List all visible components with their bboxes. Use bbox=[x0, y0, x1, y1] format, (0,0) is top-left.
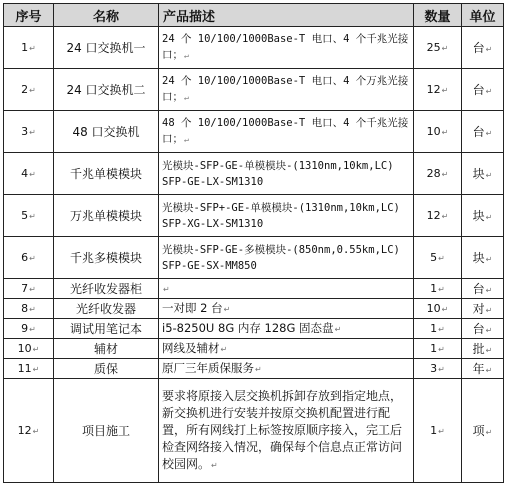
cell-no: 6↵ bbox=[4, 237, 54, 279]
cell-no: 7↵ bbox=[4, 279, 54, 299]
cell-no: 12↵ bbox=[4, 379, 54, 483]
cell-desc: i5-8250U 8G 内存 128G 固态盘↵ bbox=[159, 319, 414, 339]
cell-no: 9↵ bbox=[4, 319, 54, 339]
paragraph-mark-icon: ↵ bbox=[485, 129, 493, 138]
cell-name: 光纤收发器柜 bbox=[54, 279, 159, 299]
paragraph-mark-icon: ↵ bbox=[223, 304, 231, 314]
paragraph-mark-icon: ↵ bbox=[485, 255, 493, 264]
paragraph-mark-icon: ↵ bbox=[441, 305, 449, 314]
cell-name: 万兆单模模块 bbox=[54, 195, 159, 237]
cell-qty: 1↵ bbox=[414, 319, 462, 339]
cell-qty: 25↵ bbox=[414, 27, 462, 69]
cell-qty: 1↵ bbox=[414, 379, 462, 483]
cell-no: 10↵ bbox=[4, 339, 54, 359]
table-row bbox=[4, 27, 504, 69]
paragraph-mark-icon: ↵ bbox=[255, 364, 262, 374]
cell-unit: 对↵ bbox=[462, 299, 504, 319]
paragraph-mark-icon: ↵ bbox=[485, 326, 493, 335]
cell-unit: 项↵ bbox=[462, 379, 504, 483]
cell-desc: 24 个 10/100/1000Base-T 电口、4 个千兆光接口；↵ bbox=[159, 27, 414, 69]
cell-desc: 光模块-SFP+-GE-单模模块-(1310nm,10km,LC) SFP-XG-LX-SM1310 bbox=[159, 195, 414, 237]
cell-qty: 28↵ bbox=[414, 153, 462, 195]
cell-desc: 网线及辅材↵ bbox=[159, 339, 414, 359]
cell-name: 48 口交换机 bbox=[54, 111, 159, 153]
cell-unit: 年↵ bbox=[462, 359, 504, 379]
cell-desc: 24 个 10/100/1000Base-T 电口、4 个万兆光接口；↵ bbox=[159, 69, 414, 111]
cell-desc: 光模块-SFP-GE-单模模块-(1310nm,10km,LC) SFP-GE-LX-SM1310 bbox=[159, 153, 414, 195]
cell-desc: 要求将原接入层交换机拆卸存放到指定地点，新交换机进行安装并按原交换机配置进行配置，所有网线打上标签按原顺序接入，完工后检查网络接入情况，确保每个信息点正常访问校园网。↵ bbox=[159, 379, 414, 483]
cell-name: 调试用笔记本 bbox=[54, 319, 159, 339]
table-row bbox=[4, 359, 504, 379]
cell-name: 辅材 bbox=[54, 339, 159, 359]
paragraph-mark-icon: ↵ bbox=[32, 427, 40, 436]
paragraph-mark-icon: ↵ bbox=[29, 325, 36, 334]
cell-desc: 一对即 2 台↵ bbox=[159, 299, 414, 319]
paragraph-mark-icon: ↵ bbox=[438, 325, 445, 334]
header-qty: 数量 bbox=[414, 4, 462, 27]
cell-unit: 台↵ bbox=[462, 69, 504, 111]
cell-unit: 台↵ bbox=[462, 111, 504, 153]
table-row bbox=[4, 379, 504, 483]
paragraph-mark-icon: ↵ bbox=[441, 212, 449, 221]
paragraph-mark-icon: ↵ bbox=[485, 346, 493, 355]
cell-desc: 48 个 10/100/1000Base-T 电口、4 个千兆光接口；↵ bbox=[159, 111, 414, 153]
cell-desc bbox=[159, 279, 414, 299]
cell-name: 24 口交换机二 bbox=[54, 69, 159, 111]
paragraph-mark-icon: ↵ bbox=[184, 93, 189, 102]
cell-desc: 光模块-SFP-GE-多模模块-(850nm,0.55km,LC) SFP-GE-SX-MM850 bbox=[159, 237, 414, 279]
paragraph-mark-icon: ↵ bbox=[184, 135, 189, 144]
table-row bbox=[4, 299, 504, 319]
cell-unit: 台↵ bbox=[462, 279, 504, 299]
cell-no: 8↵ bbox=[4, 299, 54, 319]
paragraph-mark-icon: ↵ bbox=[441, 128, 449, 137]
paragraph-mark-icon: ↵ bbox=[29, 212, 36, 221]
cell-name: 千兆单模模块 bbox=[54, 153, 159, 195]
cell-name: 质保 bbox=[54, 359, 159, 379]
paragraph-mark-icon: ↵ bbox=[32, 365, 40, 374]
cell-qty: 1↵ bbox=[414, 339, 462, 359]
cell-name: 光纤收发器 bbox=[54, 299, 159, 319]
table-row bbox=[4, 237, 504, 279]
header-unit: 单位 bbox=[462, 4, 504, 27]
cell-unit: 块↵ bbox=[462, 195, 504, 237]
cell-name: 24 口交换机一 bbox=[54, 27, 159, 69]
cell-qty: 3↵ bbox=[414, 359, 462, 379]
paragraph-mark-icon: ↵ bbox=[441, 170, 449, 179]
paragraph-mark-icon: ↵ bbox=[438, 365, 445, 374]
cell-no: 3↵ bbox=[4, 111, 54, 153]
paragraph-mark-icon: ↵ bbox=[29, 44, 36, 53]
paragraph-mark-icon: ↵ bbox=[438, 285, 445, 294]
paragraph-mark-icon: ↵ bbox=[485, 286, 493, 295]
cell-no: 11↵ bbox=[4, 359, 54, 379]
paragraph-mark-icon: ↵ bbox=[29, 254, 36, 263]
paragraph-mark-icon: ↵ bbox=[438, 254, 445, 263]
header-name: 名称 bbox=[54, 4, 159, 27]
paragraph-mark-icon: ↵ bbox=[441, 86, 449, 95]
cell-unit: 台↵ bbox=[462, 319, 504, 339]
cell-no: 2↵ bbox=[4, 69, 54, 111]
cell-qty: 12↵ bbox=[414, 69, 462, 111]
paragraph-mark-icon: ↵ bbox=[220, 344, 228, 354]
cell-unit: 块↵ bbox=[462, 153, 504, 195]
cell-unit: 批↵ bbox=[462, 339, 504, 359]
cell-name: 千兆多模模块 bbox=[54, 237, 159, 279]
cell-no: 1↵ bbox=[4, 27, 54, 69]
paragraph-mark-icon: ↵ bbox=[485, 213, 493, 222]
paragraph-mark-icon: ↵ bbox=[32, 345, 40, 354]
cell-qty: 10↵ bbox=[414, 111, 462, 153]
paragraph-mark-icon: ↵ bbox=[485, 366, 493, 375]
paragraph-mark-icon: ↵ bbox=[334, 324, 342, 334]
cell-no: 5↵ bbox=[4, 195, 54, 237]
table-row bbox=[4, 69, 504, 111]
cell-qty: 10↵ bbox=[414, 299, 462, 319]
paragraph-mark-icon: ↵ bbox=[485, 87, 493, 96]
cell-qty: 1↵ bbox=[414, 279, 462, 299]
paragraph-mark-icon: ↵ bbox=[438, 427, 445, 436]
cell-desc: 原厂三年质保服务↵ bbox=[159, 359, 414, 379]
paragraph-mark-icon: ↵ bbox=[485, 428, 493, 437]
paragraph-mark-icon: ↵ bbox=[184, 51, 189, 60]
paragraph-mark-icon: ↵ bbox=[441, 44, 449, 53]
cell-unit: 块↵ bbox=[462, 237, 504, 279]
table-row bbox=[4, 111, 504, 153]
paragraph-mark-icon: ↵ bbox=[163, 284, 170, 294]
table-row bbox=[4, 153, 504, 195]
paragraph-mark-icon: ↵ bbox=[29, 285, 36, 294]
cell-qty: 5↵ bbox=[414, 237, 462, 279]
header-no: 序号 bbox=[4, 4, 54, 27]
paragraph-mark-icon: ↵ bbox=[29, 86, 36, 95]
header-desc: 产品描述 bbox=[159, 4, 414, 27]
paragraph-mark-icon: ↵ bbox=[29, 128, 36, 137]
paragraph-mark-icon: ↵ bbox=[29, 170, 36, 179]
paragraph-mark-icon: ↵ bbox=[485, 306, 493, 315]
cell-name: 项目施工 bbox=[54, 379, 159, 483]
cell-unit: 台↵ bbox=[462, 27, 504, 69]
paragraph-mark-icon: ↵ bbox=[211, 460, 218, 470]
cell-no: 4↵ bbox=[4, 153, 54, 195]
table-row bbox=[4, 339, 504, 359]
paragraph-mark-icon: ↵ bbox=[438, 345, 445, 354]
table-row bbox=[4, 319, 504, 339]
paragraph-mark-icon: ↵ bbox=[485, 45, 493, 54]
cell-qty: 12↵ bbox=[414, 195, 462, 237]
paragraph-mark-icon: ↵ bbox=[29, 305, 36, 314]
paragraph-mark-icon: ↵ bbox=[485, 171, 493, 180]
table-row bbox=[4, 195, 504, 237]
product-table bbox=[3, 3, 504, 483]
table-row bbox=[4, 279, 504, 299]
header-row bbox=[4, 4, 504, 27]
